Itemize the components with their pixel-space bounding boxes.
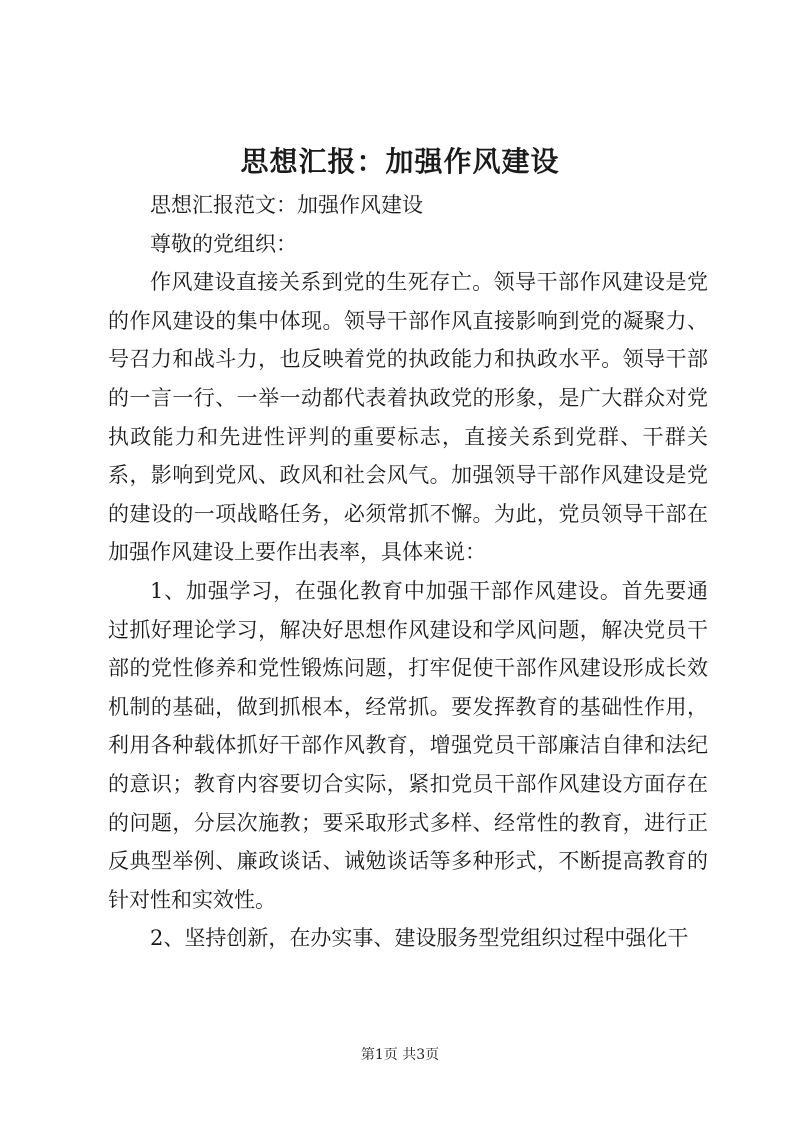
paragraph-point-1: 1、加强学习，在强化教育中加强干部作风建设。首先要通过抓好理论学习，解决好思想作风建设和学风问题，解决党员干部的党性修养和党性锻炼问题，打牢促使干部作风建设形成长效机制的基础，做到抓根本，经常抓。要发挥教育的基础性作用，利用各种载体抓好干部作风教育，增强党员干部廉洁自律和法纪的意识；教育内容要切合实际，紧扣党员干部作风建设方面存在的问题，分层次施教；要采取形式多样、经常性的教育，进行正反典型举例、廉政谈话、诫勉谈话等多种形式，不断提高教育的针对性和实效性。 bbox=[108, 578, 708, 912]
page-number-footer: 第1页 共3页 bbox=[360, 1047, 440, 1063]
paragraph-intro: 作风建设直接关系到党的生死存亡。领导干部作风建设是党的作风建设的集中体现。领导干部作风直接影响到党的凝聚力、号召力和战斗力，也反映着党的执政能力和执政水平。领导干部的一言一行、一举一动都代表着执政党的形象，是广大群众对党执政能力和先进性评判的重要标志，直接关系到党群、干群关系，影响到党风、政风和社会风气。加强领导干部作风建设是党的建设的一项战略任务，必须常抓不懈。为此，党员领导干部在加强作风建设上要作出表率，具体来说： bbox=[108, 270, 708, 565]
document-body bbox=[108, 186, 708, 958]
document-title: 思想汇报：加强作风建设 bbox=[240, 145, 560, 178]
paragraph-subtitle: 思想汇报范文：加强作风建设 bbox=[150, 193, 423, 217]
paragraph-point-2: 2、坚持创新，在办实事、建设服务型党组织过程中强化干 bbox=[150, 926, 689, 951]
paragraph-salutation: 尊敬的党组织： bbox=[150, 231, 297, 256]
